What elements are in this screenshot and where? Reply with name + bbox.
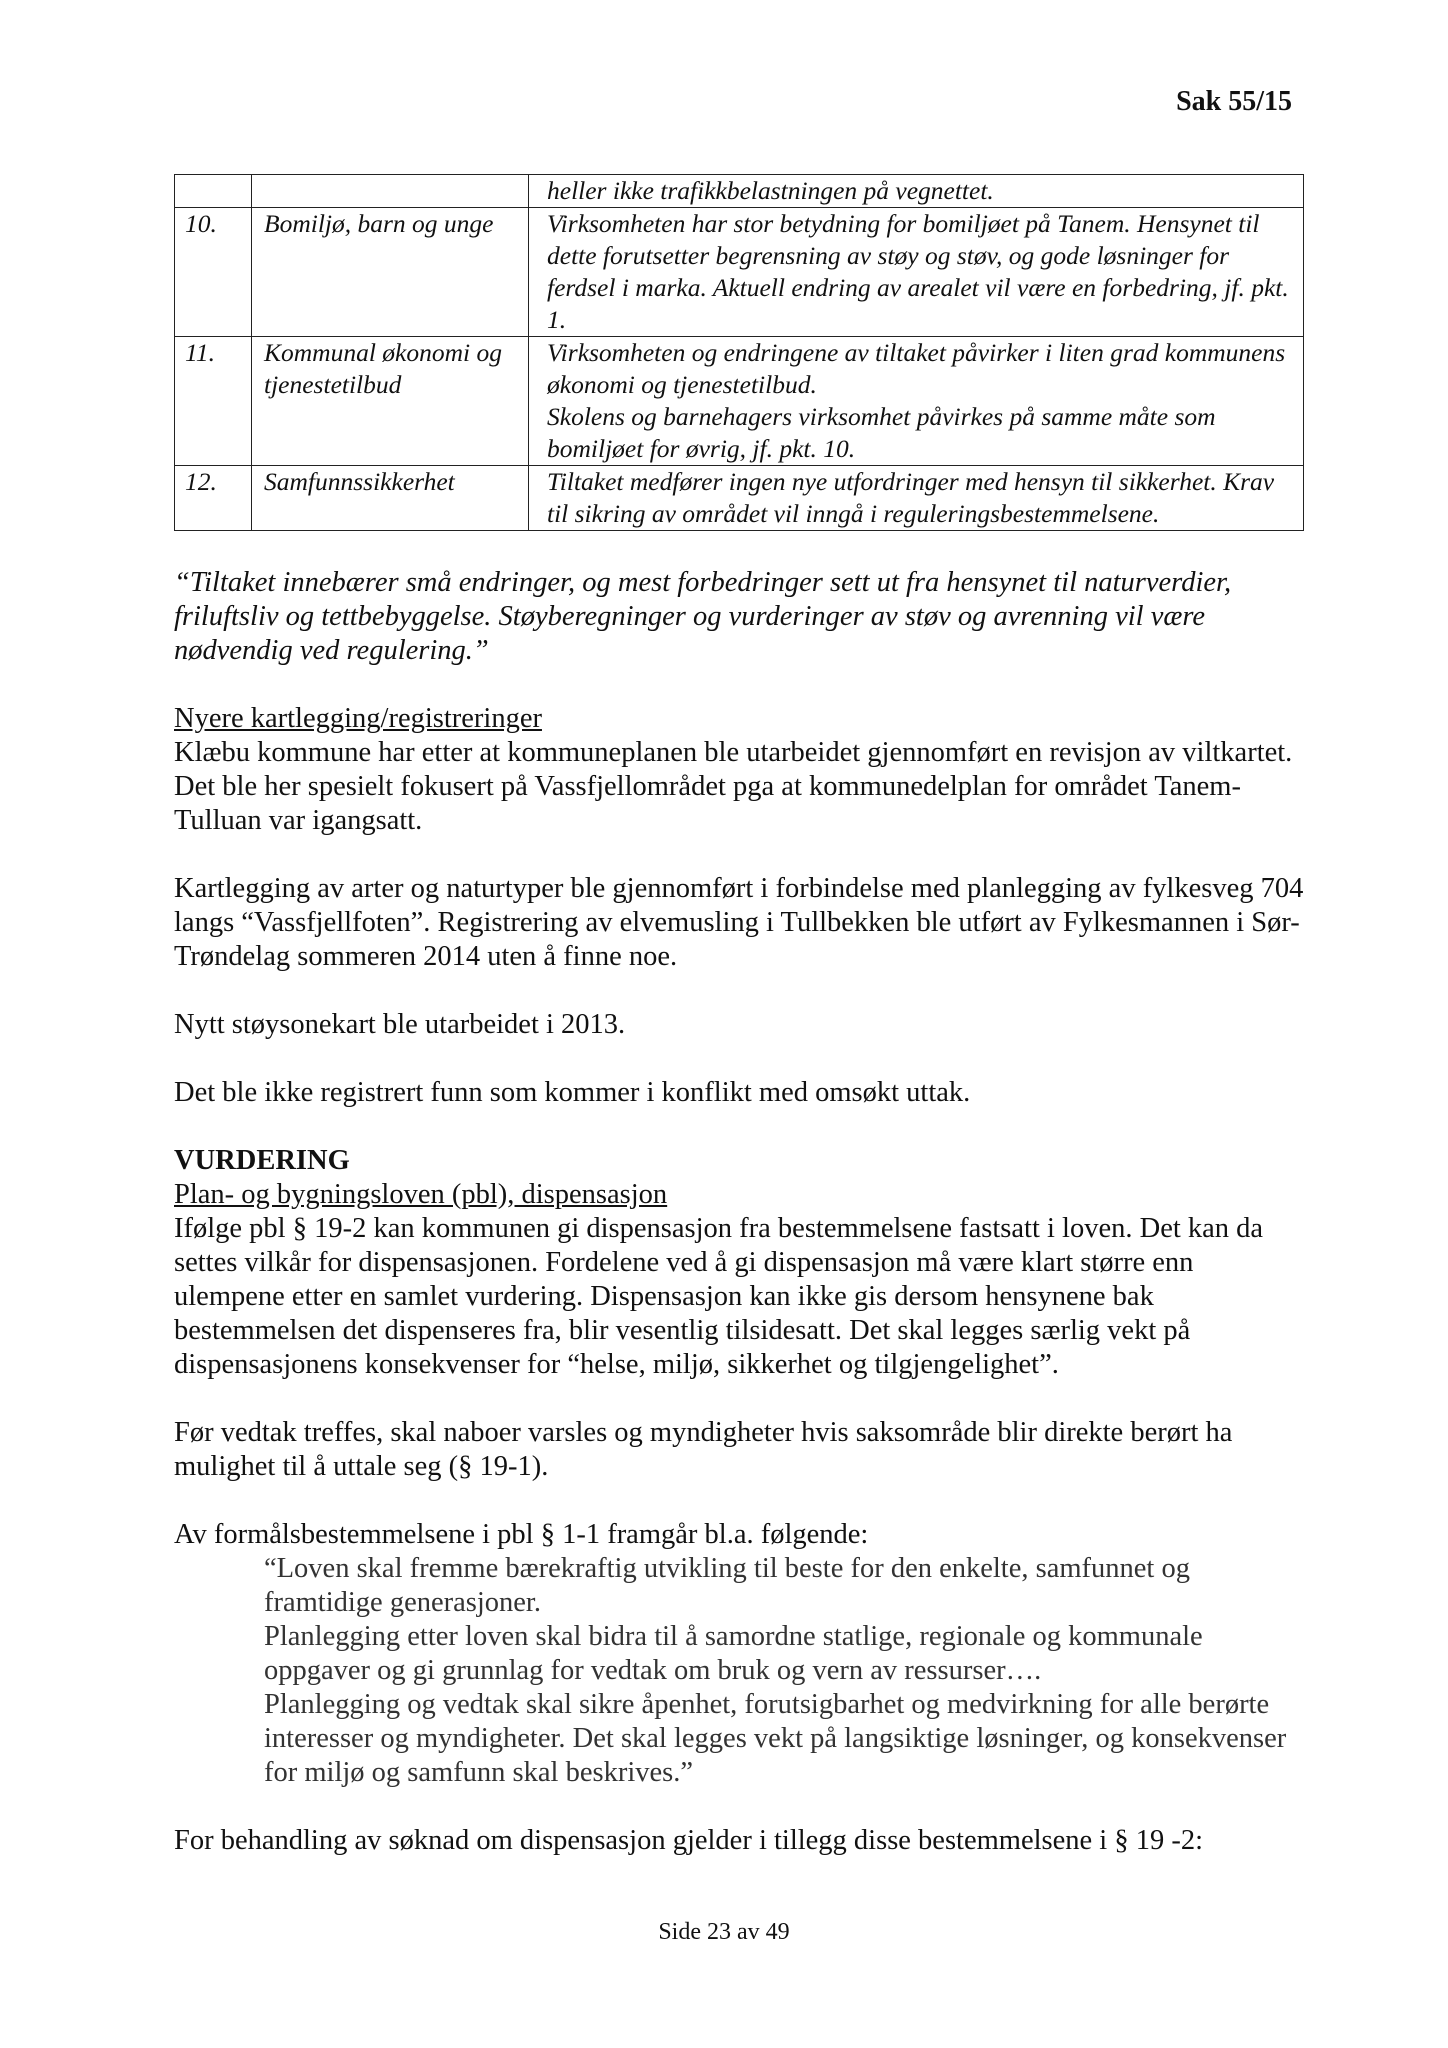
law-quote: “Loven skal fremme bærekraftig utvikling til beste for den enkelte, samfunnet og framtidige generasjoner.: [264, 1553, 1190, 1618]
law-quote: Planlegging etter loven skal bidra til å samordne statlige, regionale og kommunale oppgaver og gi grunnlag for vedtak om bruk og vern av ressurser….: [264, 1621, 1203, 1686]
row-number: 10.: [175, 208, 252, 337]
survey-paragraph: Nytt støysonekart ble utarbeidet i 2013.: [174, 1009, 626, 1040]
assessment-table: [174, 174, 1304, 531]
section-heading: VURDERING: [174, 1145, 350, 1176]
row-text: heller ikke trafikkbelastningen på vegnettet.: [529, 175, 1304, 208]
case-number: Sak 55/15: [1176, 86, 1292, 117]
section-subheading: Plan- og bygningsloven (pbl), dispensasjon: [174, 1179, 668, 1210]
row-topic: [252, 175, 529, 208]
row-text: [529, 337, 1304, 466]
row-number: 12.: [175, 466, 252, 531]
purpose-section: [174, 1518, 1304, 1790]
row-text: Tiltaket medfører ingen nye utfordringer med hensyn til sikkerhet. Krav til sikring av området vil inngå i reguleringsbestemmelsene.: [529, 466, 1304, 531]
assessment-paragraph: Av formålsbestemmelsene i pbl § 1-1 framgår bl.a. følgende:: [174, 1519, 869, 1550]
law-quote: Planlegging og vedtak skal sikre åpenhet, forutsigbarhet og medvirkning for alle berørte interesser og myndigheter. Det skal legges vekt på langsiktige løsninger, og konsekvenser for miljø og samfunn skal beskrives.”: [264, 1689, 1287, 1788]
row-topic: Kommunal økonomi og tjenestetilbud: [252, 337, 529, 466]
survey-paragraph: Det ble ikke registrert funn som kommer i konflikt med omsøkt uttak.: [174, 1077, 971, 1108]
row-text-line: Virksomheten og endringene av tiltaket påvirker i liten grad kommunens økonomi og tjenestetilbud.: [547, 338, 1286, 399]
survey-section: [174, 702, 1304, 838]
assessment-paragraph: For behandling av søknad om dispensasjon gjelder i tillegg disse bestemmelsene i § 19 -2:: [174, 1825, 1203, 1856]
page-number: Side 23 av 49: [658, 1919, 790, 1945]
table-row: [175, 175, 1304, 208]
assessment-paragraph: Før vedtak treffes, skal naboer varsles og myndigheter hvis saksområde blir direkte berørt ha mulighet til å uttale seg (§ 19-1).: [174, 1417, 1233, 1482]
survey-paragraph: Kartlegging av arter og naturtyper ble gjennomført i forbindelse med planlegging av fylkesveg 704 langs “Vassfjellfoten”. Registrering av elvemusling i Tullbekken ble utført av Fylkesmannen i Sør-Trøndelag sommeren 2014 uten å finne noe.: [174, 873, 1304, 972]
row-text: Virksomheten har stor betydning for bomiljøet på Tanem. Hensynet til dette forutsetter begrensning av støy og støv, og gode løsninger for ferdsel i marka. Aktuell endring av arealet vil være en forbedring, jf. pkt. 1.: [529, 208, 1304, 337]
table-row: [175, 208, 1304, 337]
table-row: [175, 337, 1304, 466]
row-number: 11.: [175, 337, 252, 466]
row-topic: Bomiljø, barn og unge: [252, 208, 529, 337]
quote-paragraph: “Tiltaket innebærer små endringer, og mest forbedringer sett ut fra hensynet til naturverdier, friluftsliv og tettbebyggelse. Støyberegninger og vurderinger av støv og avrenning vil være nødvendig ved regulering.”: [174, 567, 1232, 666]
assessment-section: [174, 1144, 1304, 1382]
row-topic: Samfunnssikkerhet: [252, 466, 529, 531]
table-row: [175, 466, 1304, 531]
row-number: [175, 175, 252, 208]
survey-paragraph: Klæbu kommune har etter at kommuneplanen ble utarbeidet gjennomført en revisjon av viltkartet. Det ble her spesielt fokusert på Vassfjellområdet pga at kommunedelplan for området Tanem-Tulluan var igangsatt.: [174, 737, 1293, 836]
assessment-paragraph: Ifølge pbl § 19-2 kan kommunen gi dispensasjon fra bestemmelsene fastsatt i loven. Det kan da settes vilkår for dispensasjonen. Fordelene ved å gi dispensasjon må være klart større enn ulempene etter en samlet vurdering. Dispensasjon kan ikke gis dersom hensynene bak bestemmelsen det dispenseres fra, blir vesentlig tilsidesatt. Det skal legges særlig vekt på dispensasjonens konsekvenser for “helse, miljø, sikkerhet og tilgjengelighet”.: [174, 1213, 1264, 1380]
row-text-line: Skolens og barnehagers virksomhet påvirkes på samme måte som bomiljøet for øvrig, jf. pkt. 10.: [547, 402, 1216, 463]
survey-heading: Nyere kartlegging/registreringer: [174, 703, 542, 734]
